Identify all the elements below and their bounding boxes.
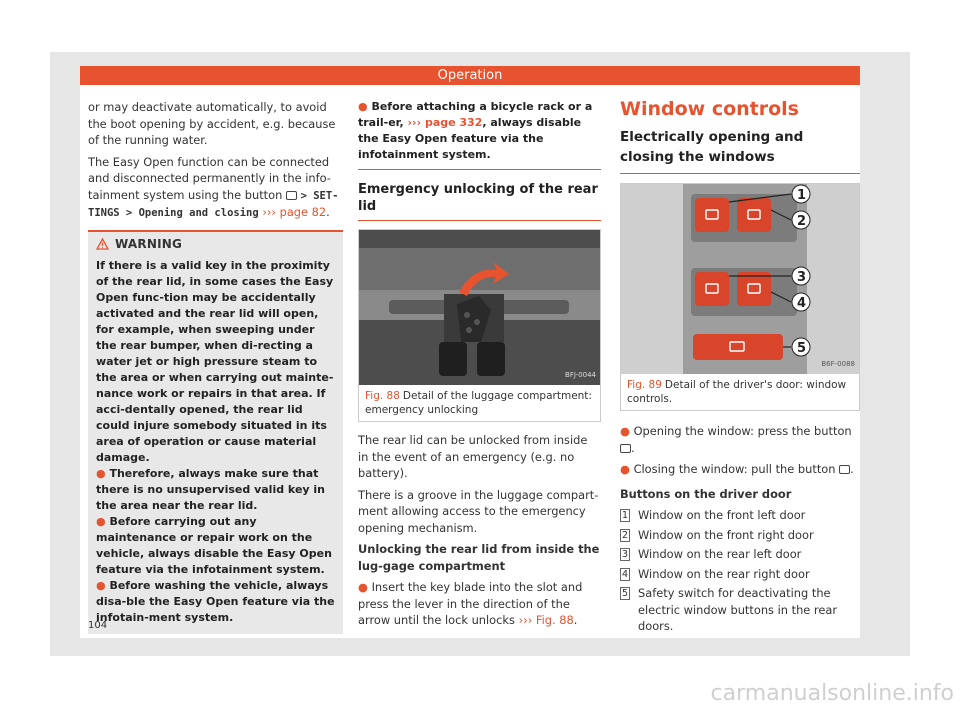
page-link[interactable]: ››› page 332	[407, 116, 483, 129]
list-item: 2 Window on the front right door	[622, 527, 814, 542]
svg-text:2: 2	[797, 214, 807, 229]
paragraph: or may deactivate automatically, to avoid the boot opening by accident, e.g. because of the running water.	[88, 100, 336, 147]
bullet-close: ● Closing the window: pull the button .	[620, 462, 854, 476]
page-link[interactable]: ››› page 82	[262, 205, 327, 219]
figure-88	[358, 229, 601, 422]
list-item: 5 Safety switch for deactivating the electric window buttons in the rear doors.	[622, 586, 838, 633]
svg-text:5: 5	[797, 341, 807, 356]
warning-text: If there is a valid key in the proximity of the rear lid, in some cases the Easy Open func-tion may be accidentally activated and the rear lid will open, for example, when sweeping under the rear bumper, when di-recting a water jet or high pressure steam to the area or when carrying out mainte-nance work or repairs in that area. If acci-dentally opened, the rear lid could injure somebody situated in its area of operation or cause material damage.	[96, 258, 334, 464]
bullet-open: ● Opening the window: press the button .	[620, 424, 852, 455]
section-title: Electrically opening and closing the windows	[620, 127, 860, 174]
column-left	[88, 99, 343, 634]
subheading: Unlocking the rear lid from inside the lug-gage compartment	[358, 542, 600, 573]
luggage-compartment-image	[359, 230, 600, 385]
chapter-title: Window controls	[620, 98, 799, 120]
column-middle	[358, 99, 601, 634]
svg-text:1: 1	[797, 188, 807, 203]
window-controls-image	[621, 184, 859, 374]
svg-text:3: 3	[797, 270, 807, 285]
step: ● Insert the key blade into the slot and press the lever in the direction of the arrow until the lock unlocks ››› Fig. 88.	[358, 580, 583, 627]
list-title: Buttons on the driver door	[620, 486, 792, 501]
warning-bullet: ● Before carrying out any maintenance or repair work on the vehicle, always disable the Easy Open feature via the infotainment system.	[96, 514, 332, 576]
list-item: 4 Window on the rear right door	[622, 566, 810, 581]
menu-path: > SET-TINGS > Opening and closing	[88, 189, 339, 219]
window-button-icon	[839, 465, 850, 474]
menu-button-icon	[286, 191, 297, 200]
warning-bullet: ● Before washing the vehicle, always disa-ble the Easy Open feature via the infotain-ment system.	[96, 578, 335, 624]
list-item: 1 Window on the front left door	[622, 508, 806, 522]
column-right	[620, 99, 860, 638]
svg-text:4: 4	[797, 296, 807, 311]
button-list	[620, 507, 860, 635]
section-header: Operation	[80, 66, 860, 85]
figure-link[interactable]: ››› Fig. 88	[518, 613, 574, 627]
window-button-icon	[620, 444, 631, 453]
note-box: ● Before attaching a bicycle rack or a trail-er, ››› page 332, always disable the Easy Open feature via the infotainment system.	[358, 99, 601, 170]
page-number: 104	[88, 620, 108, 631]
figure-caption: Fig. 89 Detail of the driver's door: window controls.	[627, 379, 847, 405]
figure-code: B6F-0088	[821, 359, 855, 368]
warning-bullet: ● Therefore, always make sure that there is no unsupervised valid key in the area near the rear lid.	[96, 466, 326, 512]
paragraph: There is a groove in the luggage compart-ment allowing access to the emergency opening mechanism.	[358, 487, 599, 535]
list-item: 3 Window on the rear left door	[622, 547, 802, 561]
figure-code: BFJ-0044	[565, 370, 596, 379]
warning-title: WARNING	[115, 236, 183, 251]
paragraph: The rear lid can be unlocked from inside in the event of an emergency (e.g. no battery).	[358, 433, 588, 480]
warning-triangle-icon	[96, 238, 109, 250]
paragraph-easy-open: The Easy Open function can be connected and disconnected permanently in the info-tainment system using the button > SET-TINGS > Opening and closing ››› page 82.	[88, 154, 339, 219]
watermark: carmanualsonline.info	[710, 681, 954, 706]
section-heading: Emergency unlocking of the rear lid	[358, 182, 601, 221]
figure-caption: Fig. 88 Detail of the luggage compartment: emergency unlocking	[365, 390, 592, 416]
figure-89	[620, 183, 860, 411]
warning-box	[88, 230, 343, 634]
